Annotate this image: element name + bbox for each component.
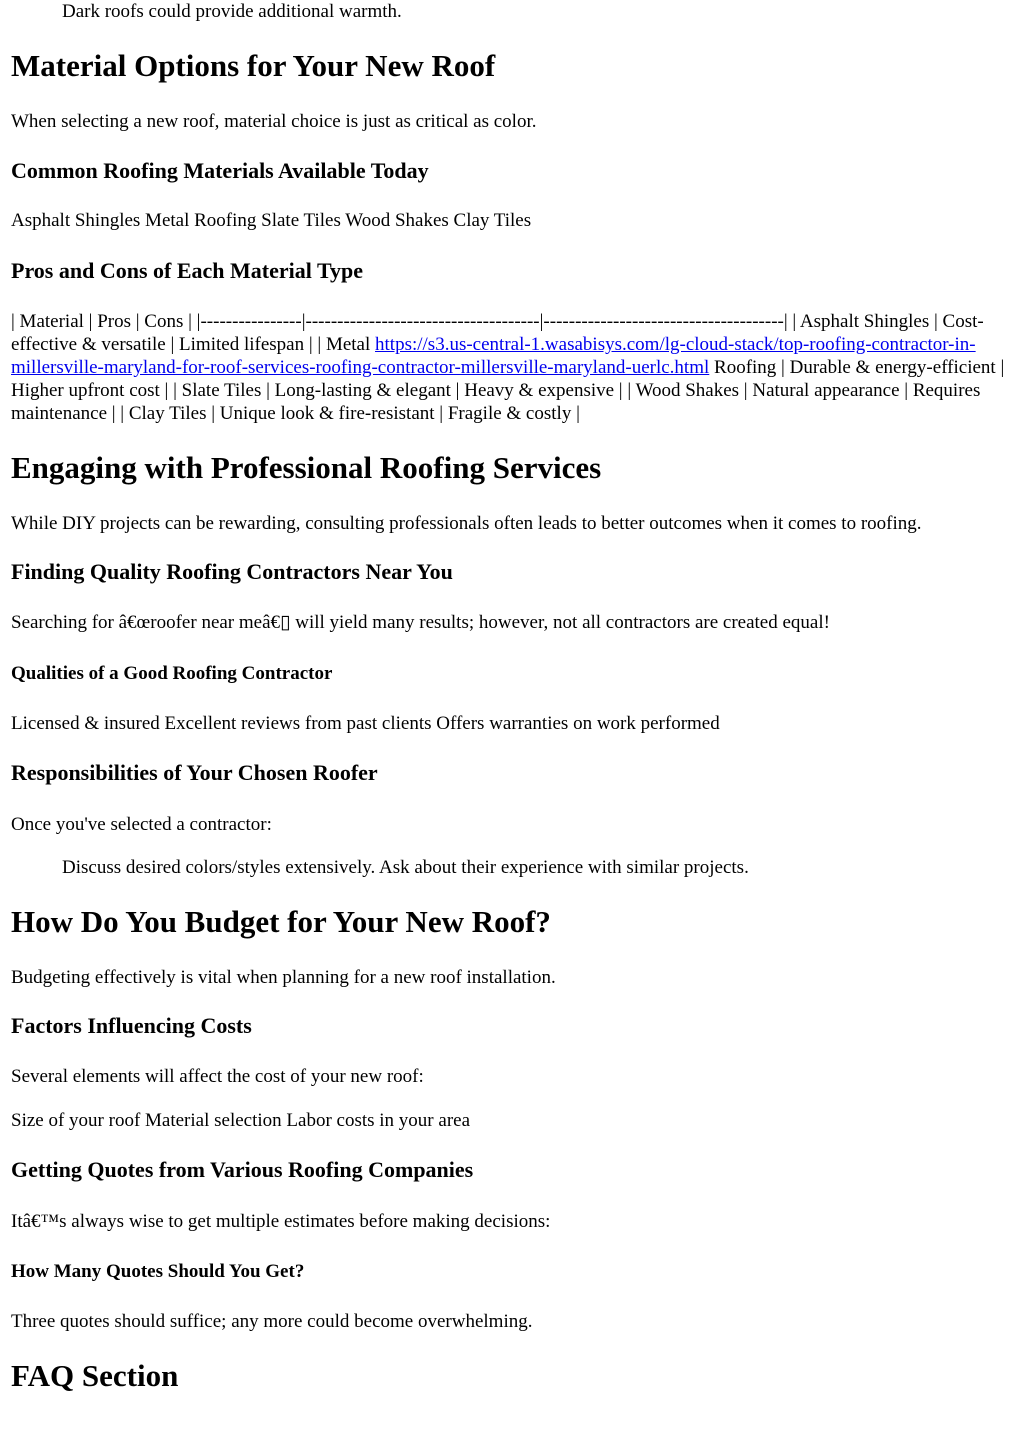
material-intro-paragraph: When selecting a new roof, material choice is just as critical as color. [11, 111, 537, 132]
quotes-intro: Itâ€™s always wise to get multiple estimates before making decisions: [11, 1211, 551, 1232]
factors-list: Size of your roof Material selection Labor costs in your area [11, 1110, 471, 1131]
common-materials-list: Asphalt Shingles Metal Roofing Slate Tiles Wood Shakes Clay Tiles [11, 210, 532, 231]
heading-professional-services: Engaging with Professional Roofing Services [11, 450, 602, 485]
heading-getting-quotes: Getting Quotes from Various Roofing Companies [11, 1157, 474, 1182]
finding-contractors-paragraph: Searching for â€œroofer near meâ€▯ will yield many results; however, not all contractors are created equal! [11, 612, 830, 633]
roofing-contractor-link[interactable]: https://s3.us-central-1.wasabisys.com/lg-cloud-stack/top-roofing-contractor-in-millersville-maryland-for-roof-services-roofing-contractor-millersville-maryland-uerlc.html [11, 334, 976, 378]
how-many-quotes-paragraph: Three quotes should suffice; any more could become overwhelming. [11, 1311, 533, 1332]
heading-material-options: Material Options for Your New Roof [11, 48, 496, 83]
heading-budget: How Do You Budget for Your New Roof? [11, 904, 551, 939]
heading-how-many-quotes: How Many Quotes Should You Get? [11, 1261, 305, 1282]
services-intro-paragraph: While DIY projects can be rewarding, consulting professionals often leads to better outcomes when it comes to roofing. [11, 513, 922, 534]
heading-faq: FAQ Section [11, 1358, 179, 1393]
table-text-part-2: Roofing | Durable & energy-efficient | Higher upfront cost | | Slate Tiles | Long-lasting & elegant | Heavy & expensive | | Wood Shakes | Natural appearance | Requires maintenance | | Clay Tiles | Unique look & fire-resistant | Fragile & costly | [11, 357, 1005, 424]
responsibilities-intro: Once you've selected a contractor: [11, 814, 272, 835]
budget-intro-paragraph: Budgeting effectively is vital when planning for a new roof installation. [11, 967, 556, 988]
list-fragment-dark-roofs: Dark roofs could provide additional warmth. [62, 1, 402, 22]
qualities-list: Licensed & insured Excellent reviews from past clients Offers warranties on work performed [11, 713, 720, 734]
heading-finding-contractors: Finding Quality Roofing Contractors Near You [11, 559, 453, 584]
materials-table-text [11, 310, 1015, 425]
heading-pros-cons: Pros and Cons of Each Material Type [11, 258, 364, 283]
heading-responsibilities: Responsibilities of Your Chosen Roofer [11, 760, 378, 785]
responsibilities-list: Discuss desired colors/styles extensively. Ask about their experience with similar projects. [62, 857, 749, 878]
heading-common-materials: Common Roofing Materials Available Today [11, 158, 429, 183]
heading-qualities: Qualities of a Good Roofing Contractor [11, 663, 333, 684]
table-text-part-1: | Material | Pros | Cons | |----------------|-------------------------------------|--------------------------------------| | Asphalt Shingles | Cost-effective & versatile | Limited lifespan | | Metal [11, 311, 984, 355]
factors-intro: Several elements will affect the cost of your new roof: [11, 1066, 424, 1087]
heading-factors-costs: Factors Influencing Costs [11, 1013, 252, 1038]
